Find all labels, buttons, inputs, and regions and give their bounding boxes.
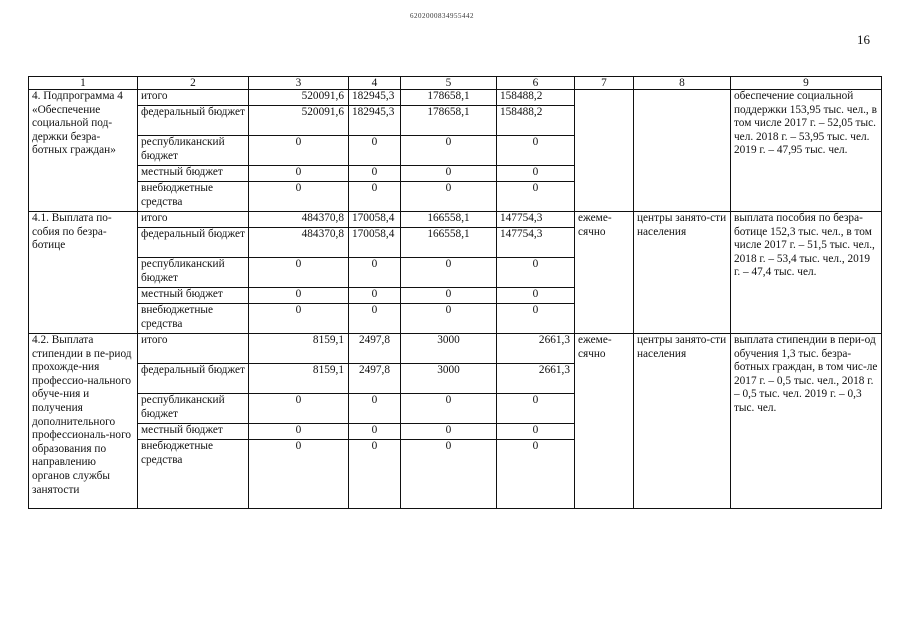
value-2019-cell: 0	[497, 258, 575, 288]
value-2019-cell: 147754,3	[497, 212, 575, 228]
value-2019-cell: 0	[497, 440, 575, 509]
document-id: 6202000834955442	[410, 12, 474, 20]
period-cell: ежеме-сячно	[575, 334, 634, 509]
value-2019-cell: 158488,2	[497, 106, 575, 136]
value-2018-cell: 178658,1	[401, 106, 497, 136]
value-2019-cell: 0	[497, 136, 575, 166]
header-cell: 4	[349, 77, 401, 90]
budget-table	[28, 76, 882, 509]
value-2018-cell: 0	[401, 136, 497, 166]
value-total-cell: 0	[249, 440, 349, 509]
value-2019-cell: 0	[497, 182, 575, 212]
funding-source-cell: федеральный бюджет	[138, 364, 249, 394]
value-2018-cell: 0	[401, 440, 497, 509]
value-2019-cell: 0	[497, 304, 575, 334]
funding-source-cell: внебюджетные средства	[138, 304, 249, 334]
funding-source-cell: внебюджетные средства	[138, 440, 249, 509]
header-cell: 7	[575, 77, 634, 90]
header-cell: 6	[497, 77, 575, 90]
value-2017-cell: 182945,3	[349, 106, 401, 136]
value-2019-cell: 2661,3	[497, 334, 575, 364]
value-2018-cell: 0	[401, 288, 497, 304]
funding-source-cell: местный бюджет	[138, 166, 249, 182]
value-2017-cell: 0	[349, 182, 401, 212]
value-total-cell: 8159,1	[249, 364, 349, 394]
period-cell: ежеме-сячно	[575, 212, 634, 334]
value-total-cell: 520091,6	[249, 106, 349, 136]
value-total-cell: 0	[249, 424, 349, 440]
value-2018-cell: 0	[401, 394, 497, 424]
funding-source-cell: федеральный бюджет	[138, 228, 249, 258]
funding-source-cell: федеральный бюджет	[138, 106, 249, 136]
value-2018-cell: 3000	[401, 334, 497, 364]
value-2019-cell: 147754,3	[497, 228, 575, 258]
executor-cell: центры занято-сти населения	[634, 212, 731, 334]
header-cell: 9	[731, 77, 882, 90]
value-2019-cell: 0	[497, 288, 575, 304]
value-2019-cell: 2661,3	[497, 364, 575, 394]
result-cell: обеспечение социальной поддержки 153,95 тыс. чел., в том числе 2017 г. – 52,05 тыс. чел. 2018 г. – 53,95 тыс. чел. 2019 г. – 47,95 тыс. чел.	[731, 90, 882, 212]
value-2018-cell: 0	[401, 182, 497, 212]
value-2017-cell: 0	[349, 304, 401, 334]
value-2017-cell: 2497,8	[349, 334, 401, 364]
result-cell: выплата пособия по безра-ботице 152,3 тыс. чел., в том числе 2017 г. – 51,5 тыс. чел., 2018 г. – 53,4 тыс. чел., 2019 г. – 47,4 тыс. чел.	[731, 212, 882, 334]
value-2018-cell: 166558,1	[401, 228, 497, 258]
value-2018-cell: 166558,1	[401, 212, 497, 228]
value-2017-cell: 0	[349, 166, 401, 182]
funding-source-cell: итого	[138, 334, 249, 364]
funding-source-cell: внебюджетные средства	[138, 182, 249, 212]
value-total-cell: 0	[249, 136, 349, 166]
value-total-cell: 520091,6	[249, 90, 349, 106]
value-total-cell: 0	[249, 394, 349, 424]
value-2017-cell: 0	[349, 394, 401, 424]
value-2017-cell: 0	[349, 288, 401, 304]
value-2019-cell: 158488,2	[497, 90, 575, 106]
value-2018-cell: 0	[401, 166, 497, 182]
header-cell: 3	[249, 77, 349, 90]
value-total-cell: 0	[249, 166, 349, 182]
value-2017-cell: 0	[349, 136, 401, 166]
value-2017-cell: 170058,4	[349, 228, 401, 258]
value-total-cell: 8159,1	[249, 334, 349, 364]
value-total-cell: 0	[249, 288, 349, 304]
value-2018-cell: 0	[401, 424, 497, 440]
period-cell	[575, 90, 634, 212]
result-cell: выплата стипендии в пери-од обучения 1,3 тыс. безра-ботных граждан, в том чис-ле 2017 г. – 0,5 тыс. чел., 2018 г. – 0,5 тыс. чел. 2019 г. – 0,3 тыс. чел.	[731, 334, 882, 509]
funding-source-cell: республиканский бюджет	[138, 394, 249, 424]
value-2018-cell: 0	[401, 304, 497, 334]
value-total-cell: 484370,8	[249, 228, 349, 258]
value-total-cell: 484370,8	[249, 212, 349, 228]
subprogram-name-cell: 4. Подпрограмма 4 «Обеспечение социальной под-держки безра-ботных граждан»	[29, 90, 138, 212]
funding-source-cell: местный бюджет	[138, 288, 249, 304]
header-cell: 2	[138, 77, 249, 90]
value-2019-cell: 0	[497, 166, 575, 182]
value-2017-cell: 0	[349, 258, 401, 288]
value-2018-cell: 0	[401, 258, 497, 288]
header-cell: 1	[29, 77, 138, 90]
table-body	[29, 77, 882, 509]
value-total-cell: 0	[249, 182, 349, 212]
header-cell: 5	[401, 77, 497, 90]
table-row	[29, 90, 882, 106]
value-2017-cell: 170058,4	[349, 212, 401, 228]
funding-source-cell: итого	[138, 90, 249, 106]
subprogram-name-cell: 4.2. Выплата стипендии в пе-риод прохожде-ния профессио-нального обуче-ния и получения дополнительного профессиональ-ного образования по направлению органов службы занятости	[29, 334, 138, 509]
funding-source-cell: республиканский бюджет	[138, 136, 249, 166]
value-2017-cell: 0	[349, 424, 401, 440]
funding-source-cell: республиканский бюджет	[138, 258, 249, 288]
value-total-cell: 0	[249, 304, 349, 334]
value-2018-cell: 3000	[401, 364, 497, 394]
value-2017-cell: 2497,8	[349, 364, 401, 394]
value-2017-cell: 182945,3	[349, 90, 401, 106]
value-total-cell: 0	[249, 258, 349, 288]
executor-cell	[634, 90, 731, 212]
subprogram-name-cell: 4.1. Выплата по-собия по безра-ботице	[29, 212, 138, 334]
value-2019-cell: 0	[497, 424, 575, 440]
executor-cell: центры занято-сти населения	[634, 334, 731, 509]
value-2017-cell: 0	[349, 440, 401, 509]
page-number: 16	[857, 32, 870, 47]
value-2019-cell: 0	[497, 394, 575, 424]
header-cell: 8	[634, 77, 731, 90]
table-row	[29, 334, 882, 364]
funding-source-cell: местный бюджет	[138, 424, 249, 440]
table-row	[29, 212, 882, 228]
funding-source-cell: итого	[138, 212, 249, 228]
value-2018-cell: 178658,1	[401, 90, 497, 106]
header-row	[29, 77, 882, 90]
